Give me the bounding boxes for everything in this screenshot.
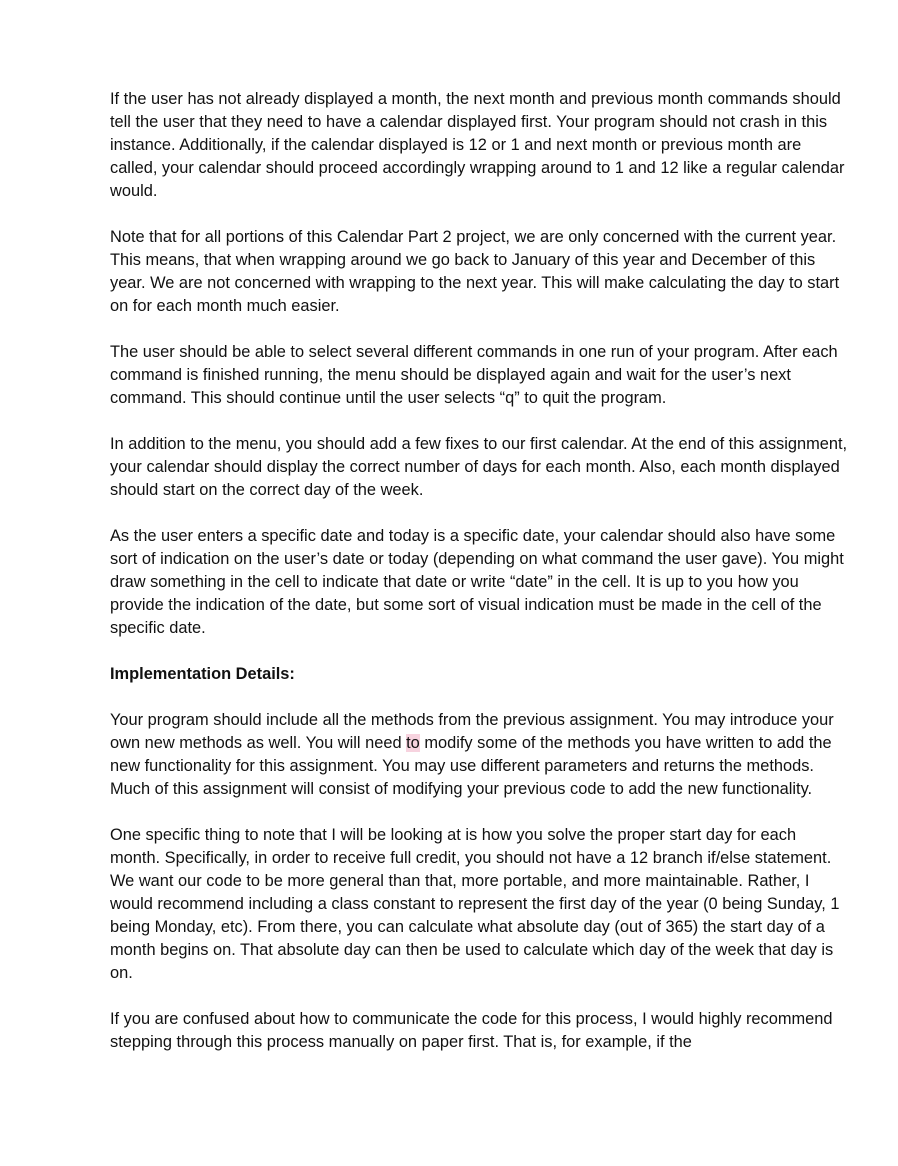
paragraph-confused: If you are confused about how to communicate the code for this process, I would highly recommend stepping through this process manually on paper first. That is, for example, if the — [110, 1010, 833, 1051]
paragraph-display-month: If the user has not already displayed a month, the next month and previous month commands should tell the user that they need to have a calendar displayed first. Your program should not crash in this instance. Additionally, if the calendar displayed is 12 or 1 and next month or previous month are called, your calendar should proceed accordingly wrapping around to 1 and 12 like a regular calendar would. — [110, 90, 845, 200]
document-page — [110, 88, 850, 1077]
paragraph-commands: The user should be able to select several different commands in one run of your program. After each command is finished running, the menu should be displayed again and wait for the user’s next command. This should continue until the user selects “q” to quit the program. — [110, 343, 838, 407]
paragraph-fixes: In addition to the menu, you should add a few fixes to our first calendar. At the end of this assignment, your calendar should display the correct number of days for each month. Also, each month displayed should start on the correct day of the week. — [110, 435, 848, 499]
paragraph-methods-after: modify some of the methods you have written to add the new functionality for this assignment. You may use different parameters and returns the methods. Much of this assignment will consist of modifying your previous code to add the new functionality. — [110, 734, 832, 798]
paragraph-date-indication: As the user enters a specific date and today is a specific date, your calendar should also have some sort of indication on the user’s date or today (depending on what command the user gave). You might draw something in the cell to indicate that date or write “date” in the cell. It is up to you how you provide the indication of the date, but some sort of visual indication must be made in the cell of the specific date. — [110, 527, 844, 637]
paragraph-start-day: One specific thing to note that I will be looking at is how you solve the proper start day for each month. Specifically, in order to receive full credit, you should not have a 12 branch if/else statement. We want our code to be more general than that, more portable, and more maintainable. Rather, I would recommend including a class constant to represent the first day of the year (0 being Sunday, 1 being Monday, etc). From there, you can calculate what absolute day (out of 365) the start day of a month begins on. That absolute day can then be used to calculate which day of the week that day is on. — [110, 826, 840, 982]
paragraph-current-year: Note that for all portions of this Calendar Part 2 project, we are only concerned with the current year. This means, that when wrapping around we go back to January of this year and December of this year. We are not concerned with wrapping to the next year. This will make calculating the day to start on for each month much easier. — [110, 228, 840, 315]
paragraph-methods-before: Your program should include all the methods from the previous assignment. You may introduce your own new methods as well. You will need — [110, 711, 834, 752]
paragraph-methods — [110, 709, 850, 801]
section-heading: Implementation Details: — [110, 665, 295, 683]
highlighted-word: to — [406, 734, 420, 752]
